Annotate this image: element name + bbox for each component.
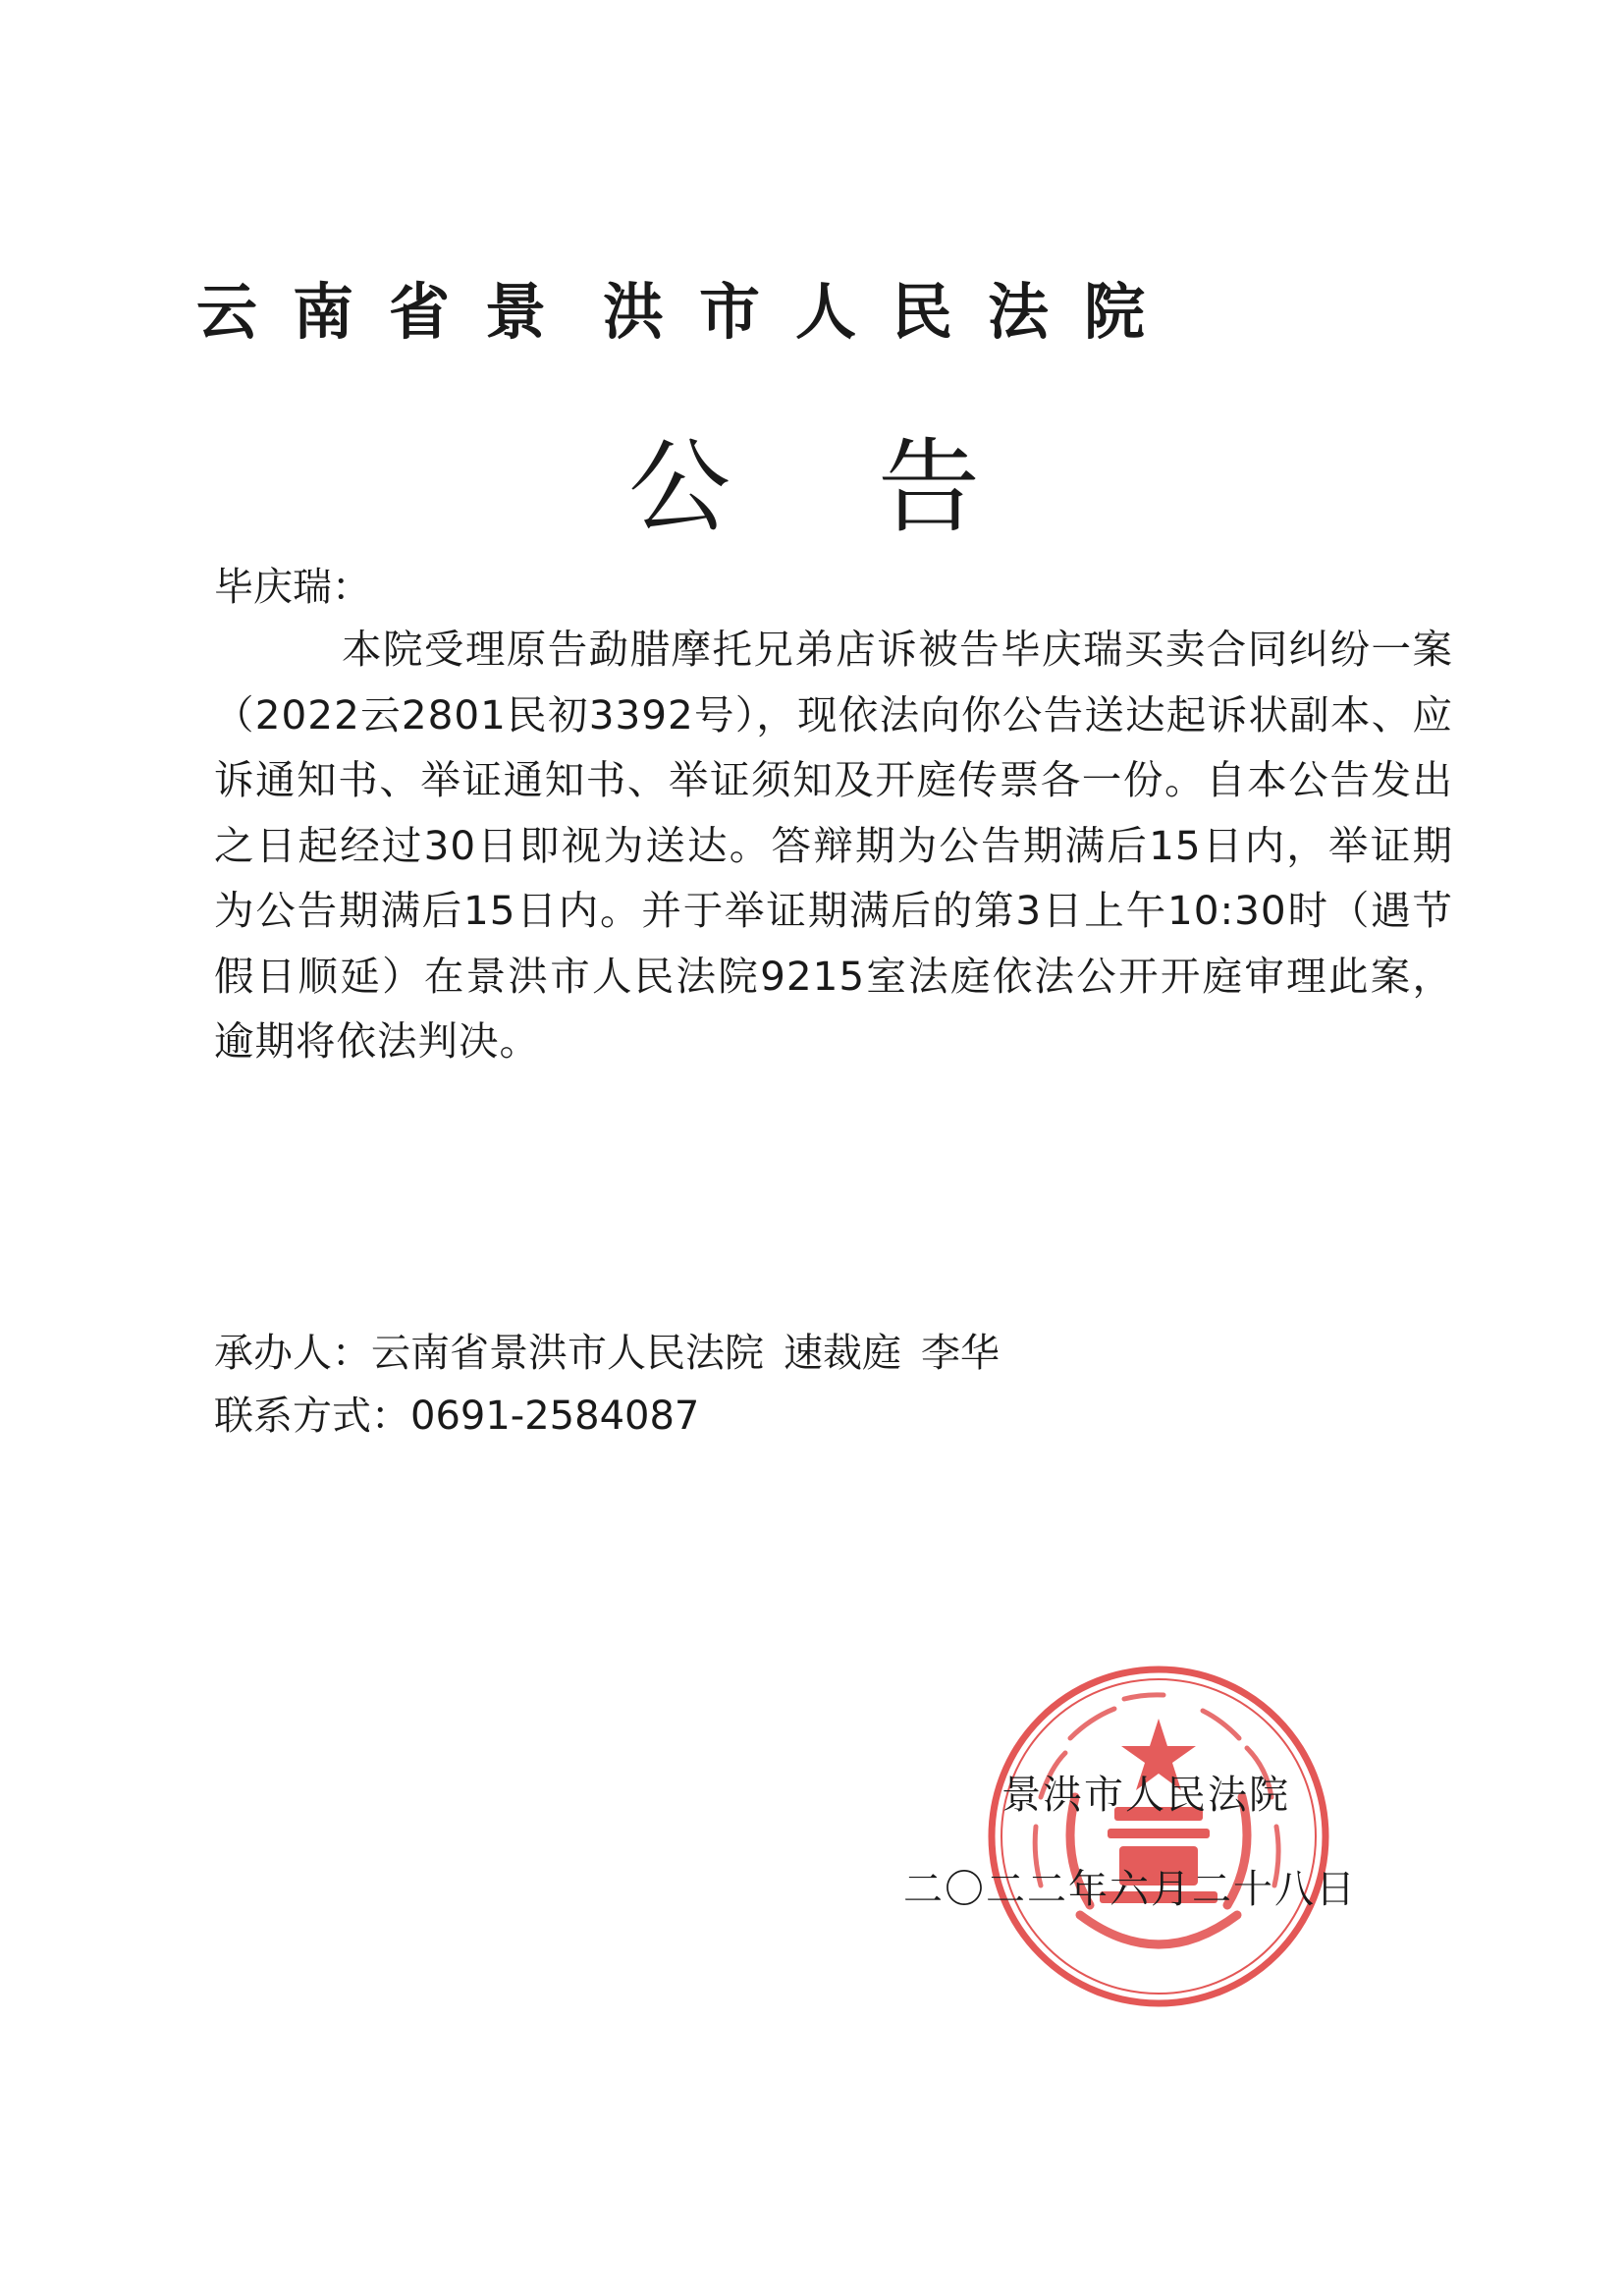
signature-date: 二〇二二年六月二十八日 bbox=[903, 1867, 1357, 1912]
handler-court: 云南省景洪市人民法院 bbox=[371, 1331, 764, 1376]
court-name-heading bbox=[196, 263, 1473, 351]
phone-number: 0691-2584087 bbox=[410, 1394, 700, 1439]
court-seal-stamp-icon bbox=[982, 1660, 1335, 2013]
handler-line bbox=[214, 1322, 1000, 1378]
signature-court: 景洪市人民法院 bbox=[1001, 1773, 1290, 1818]
phone-line bbox=[214, 1385, 699, 1441]
handler-name: 李华 bbox=[921, 1331, 1000, 1376]
court-name-part1: 云南省景 bbox=[196, 276, 582, 348]
handler-division: 速裁庭 bbox=[784, 1331, 901, 1376]
notice-body-paragraph: 本院受理原告勐腊摩托兄弟店诉被告毕庆瑞买卖合同纠纷一案（2022云2801民初3392号），现依法向你公告送达起诉状副本、应诉通知书、举证通知书、举证须知及开庭传票各一份。自本公告发出之日起经过30日即视为送达。答辩期为公告期满后15日内，举证期为公告期满后15日内。并于举证期满后的第3日上午10:30时（遇节假日顺延）在景洪市人民法院9215室法庭依法公开开庭审理此案，逾期将依法判决。 bbox=[214, 626, 1453, 1065]
court-name-part2: 洪市人民法院 bbox=[603, 276, 1181, 348]
phone-label: 联系方式： bbox=[214, 1394, 410, 1439]
notice-title: 公告 bbox=[628, 427, 1128, 547]
handler-label: 承办人： bbox=[214, 1331, 371, 1376]
addressee: 毕庆瑞： bbox=[214, 565, 371, 610]
